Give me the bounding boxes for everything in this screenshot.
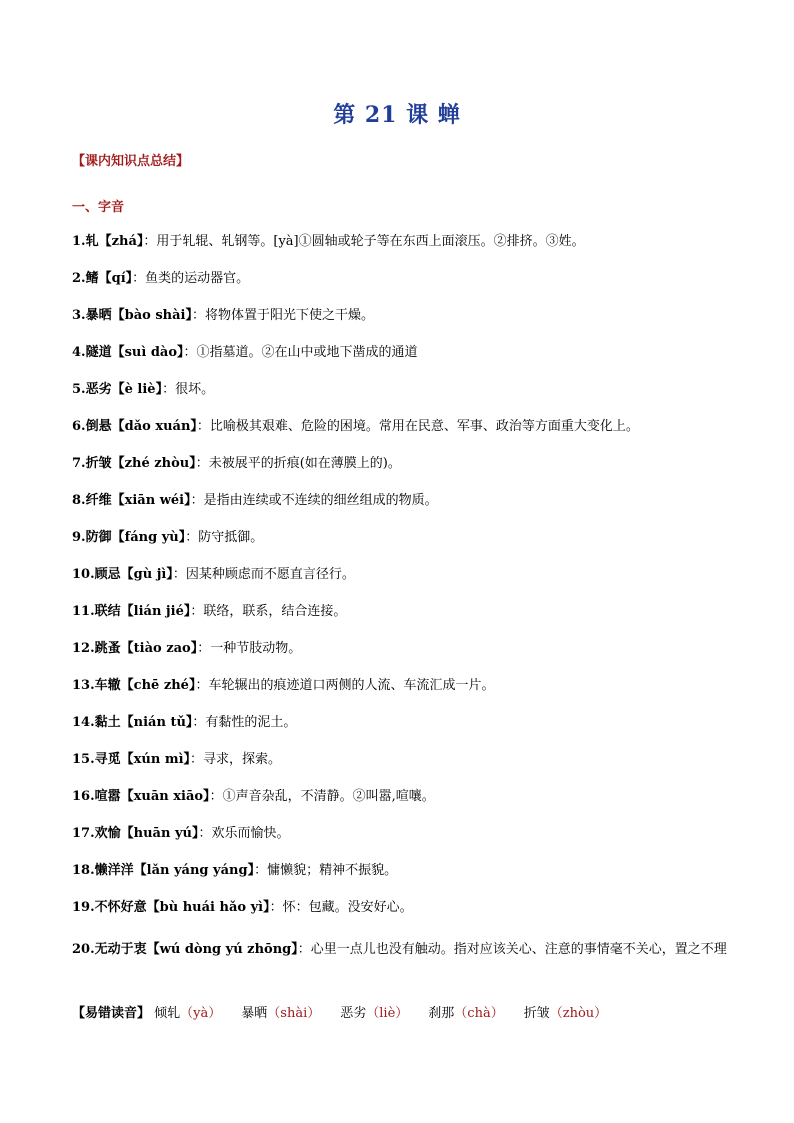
entry-definition: ：一种节肢动物。 bbox=[197, 641, 302, 656]
bracket-open: 【 bbox=[98, 271, 112, 286]
entry-number: 11. bbox=[72, 604, 95, 619]
entry-item bbox=[72, 640, 732, 658]
entry-definition: ：心里一点儿也没有触动。指对应该关心、注意的事情毫不关心，置之不理 bbox=[297, 942, 727, 957]
entry-item bbox=[72, 344, 732, 362]
section-header: 【课内知识点总结】 bbox=[72, 154, 190, 169]
bracket-open: 【 bbox=[120, 641, 134, 656]
bracket-open: 【 bbox=[120, 567, 134, 582]
bracket-open: 【 bbox=[111, 530, 125, 545]
entry-definition: ：因某种顾虑而不愿直言径行。 bbox=[172, 567, 355, 582]
entry-definition: ：鱼类的运动器官。 bbox=[132, 271, 250, 286]
entry-number: 1. bbox=[72, 234, 86, 249]
easy-error-item bbox=[524, 1006, 607, 1021]
entry-number: 13. bbox=[72, 678, 95, 693]
bracket-close: 】 bbox=[191, 826, 199, 841]
entry-item bbox=[72, 492, 732, 510]
bracket-close: 】 bbox=[183, 604, 191, 619]
entry-number: 15. bbox=[72, 752, 95, 767]
bracket-close: 】 bbox=[125, 271, 133, 286]
entry-pinyin: dǎo xuán bbox=[124, 419, 191, 434]
bracket-close: 】 bbox=[178, 530, 186, 545]
entry-item bbox=[72, 307, 732, 325]
bracket-open: 【 bbox=[98, 234, 112, 249]
entry-number: 2. bbox=[72, 271, 86, 286]
entry-item bbox=[72, 233, 732, 251]
bracket-close: 】 bbox=[247, 863, 255, 878]
bracket-open: 【 bbox=[120, 826, 134, 841]
easy-errors-line bbox=[72, 1002, 627, 1021]
bracket-open: 【 bbox=[120, 789, 134, 804]
easy-error-item bbox=[241, 1006, 320, 1021]
entry-definition: ：将物体置于阳光下使之干燥。 bbox=[191, 308, 374, 323]
entry-word: 无动于衷 bbox=[94, 942, 147, 957]
entry-item bbox=[72, 825, 732, 843]
easy-error-pinyin: （chà） bbox=[454, 1006, 504, 1021]
entry-number: 10. bbox=[72, 567, 95, 582]
entry-word: 轧 bbox=[85, 234, 99, 249]
entry-pinyin: nián tǔ bbox=[133, 715, 186, 730]
bracket-close: 】 bbox=[185, 308, 192, 323]
easy-error-word: 恶劣 bbox=[340, 1006, 367, 1021]
bracket-close: 】 bbox=[136, 234, 144, 249]
entry-item bbox=[72, 862, 732, 880]
entry-number: 16. bbox=[72, 789, 95, 804]
entry-pinyin: lǎn yáng yáng bbox=[146, 863, 248, 878]
entry-word: 防御 bbox=[85, 530, 112, 545]
entry-number: 19. bbox=[72, 900, 95, 915]
entry-pinyin: zhé zhòu bbox=[124, 456, 190, 471]
entry-number: 8. bbox=[72, 493, 86, 508]
bracket-open: 【 bbox=[111, 345, 125, 360]
bracket-close: 】 bbox=[291, 942, 298, 957]
easy-error-item bbox=[428, 1006, 503, 1021]
entry-definition: ：未被展平的折痕(如在薄膜上的)。 bbox=[195, 456, 401, 471]
bracket-close: 】 bbox=[263, 900, 270, 915]
entry-pinyin: chē zhé bbox=[133, 678, 189, 693]
entry-number: 7. bbox=[72, 456, 86, 471]
entry-item bbox=[72, 566, 732, 584]
entry-definition: ：怀：包藏。没安好心。 bbox=[269, 900, 413, 915]
bracket-close: 】 bbox=[190, 641, 198, 656]
entry-definition: ：慵懒貌；精神不振貌。 bbox=[254, 863, 398, 878]
entry-number: 9. bbox=[72, 530, 86, 545]
entry-pinyin: è liè bbox=[124, 382, 156, 397]
easy-error-item bbox=[340, 1006, 408, 1021]
bracket-close: 】 bbox=[185, 715, 193, 730]
entry-item bbox=[72, 899, 732, 917]
entry-word: 联结 bbox=[94, 604, 121, 619]
entry-word: 寻觅 bbox=[94, 752, 121, 767]
entry-pinyin: wú dòng yú zhōng bbox=[159, 942, 292, 957]
entry-number: 5. bbox=[72, 382, 86, 397]
bracket-open: 【 bbox=[146, 942, 160, 957]
bracket-close: 】 bbox=[190, 419, 197, 434]
entry-number: 6. bbox=[72, 419, 86, 434]
entry-pinyin: xuān xiāo bbox=[133, 789, 204, 804]
bracket-close: 】 bbox=[184, 493, 191, 508]
bracket-open: 【 bbox=[111, 382, 125, 397]
bracket-close: 】 bbox=[188, 678, 196, 693]
bracket-open: 【 bbox=[111, 456, 125, 471]
entry-item bbox=[72, 418, 732, 436]
bracket-open: 【 bbox=[146, 900, 160, 915]
bracket-close: 】 bbox=[203, 789, 210, 804]
bracket-open: 【 bbox=[111, 419, 125, 434]
entry-word: 鳍 bbox=[85, 271, 99, 286]
entry-definition: ：车轮辗出的痕迹道口两侧的人流、车流汇成一片。 bbox=[195, 678, 495, 693]
bracket-close: 】 bbox=[183, 752, 191, 767]
easy-error-pinyin: （yà） bbox=[180, 1006, 222, 1021]
entry-word: 车辙 bbox=[94, 678, 121, 693]
entry-item bbox=[72, 751, 732, 769]
entry-definition: ：欢乐而愉快。 bbox=[198, 826, 290, 841]
entry-definition: ：有黏性的泥土。 bbox=[192, 715, 297, 730]
bracket-close: 】 bbox=[166, 567, 173, 582]
easy-error-item bbox=[154, 1006, 221, 1021]
bracket-close: 】 bbox=[189, 456, 196, 471]
entry-pinyin: lián jié bbox=[133, 604, 184, 619]
entry-pinyin: suì dào bbox=[124, 345, 178, 360]
entry-word: 折皱 bbox=[85, 456, 112, 471]
bracket-open: 【 bbox=[133, 863, 147, 878]
entry-word: 隧道 bbox=[85, 345, 112, 360]
entry-definition: ：①声音杂乱，不清静。②叫嚣,喧嚷。 bbox=[209, 789, 435, 804]
entry-item bbox=[72, 381, 732, 399]
easy-error-word: 倾轧 bbox=[154, 1006, 181, 1021]
entry-number: 12. bbox=[72, 641, 95, 656]
easy-errors-label: 【易错读音】 bbox=[72, 1006, 151, 1021]
entry-pinyin: fáng yù bbox=[124, 530, 179, 545]
entry-pinyin: xún mì bbox=[133, 752, 184, 767]
entry-pinyin: bào shài bbox=[124, 308, 186, 323]
entry-pinyin: gù jì bbox=[133, 567, 167, 582]
entry-word: 顾忌 bbox=[94, 567, 121, 582]
entry-pinyin: tiào zao bbox=[133, 641, 191, 656]
entry-item bbox=[72, 603, 732, 621]
entry-definition: ：①指墓道。②在山中或地下凿成的通道 bbox=[183, 345, 418, 360]
entry-definition: ：比喻极其艰难、危险的困境。常用在民意、军事、政治等方面重大变化上。 bbox=[196, 419, 639, 434]
entry-pinyin: bù huái hǎo yì bbox=[159, 900, 264, 915]
entry-word: 倒悬 bbox=[85, 419, 112, 434]
bracket-close: 】 bbox=[155, 382, 163, 397]
entry-word: 暴晒 bbox=[85, 308, 112, 323]
bracket-open: 【 bbox=[120, 604, 134, 619]
entry-definition: ：防守抵御。 bbox=[185, 530, 264, 545]
bracket-open: 【 bbox=[120, 715, 134, 730]
entry-word: 恶劣 bbox=[85, 382, 112, 397]
bracket-close: 】 bbox=[177, 345, 184, 360]
entry-definition: ：很坏。 bbox=[162, 382, 215, 397]
entry-number: 4. bbox=[72, 345, 86, 360]
entry-number: 3. bbox=[72, 308, 86, 323]
bracket-open: 【 bbox=[120, 752, 134, 767]
entry-definition: ：寻求，探索。 bbox=[190, 752, 282, 767]
entry-definition: ：用于轧辊、轧钢等。[yà]①圆轴或轮子等在东西上面滚压。②排挤。③姓。 bbox=[143, 234, 585, 249]
entry-item bbox=[72, 677, 732, 695]
entry-word: 欢愉 bbox=[94, 826, 121, 841]
entry-word: 纤维 bbox=[85, 493, 112, 508]
entry-pinyin: zhá bbox=[111, 234, 137, 249]
entry-number: 20. bbox=[72, 942, 95, 957]
entry-definition: ：是指由连续或不连续的细丝组成的物质。 bbox=[190, 493, 438, 508]
entry-number: 17. bbox=[72, 826, 95, 841]
easy-error-pinyin: （liè） bbox=[366, 1006, 409, 1021]
entry-word: 不怀好意 bbox=[94, 900, 147, 915]
entry-item bbox=[72, 529, 732, 547]
easy-error-pinyin: （shài） bbox=[267, 1006, 321, 1021]
entry-number: 18. bbox=[72, 863, 95, 878]
entry-word: 黏土 bbox=[94, 715, 121, 730]
subsection-heading: 一、字音 bbox=[72, 200, 125, 215]
easy-error-word: 刹那 bbox=[428, 1006, 455, 1021]
entry-pinyin: xiān wéi bbox=[124, 493, 185, 508]
entry-item bbox=[72, 714, 732, 732]
bracket-open: 【 bbox=[120, 678, 134, 693]
easy-error-pinyin: （zhòu） bbox=[549, 1006, 608, 1021]
page-title: 第 21 课 蝉 bbox=[333, 102, 461, 128]
entry-definition: ：联络，联系，结合连接。 bbox=[190, 604, 347, 619]
entry-item bbox=[72, 934, 732, 966]
bracket-open: 【 bbox=[111, 308, 125, 323]
bracket-open: 【 bbox=[111, 493, 125, 508]
entry-pinyin: qí bbox=[111, 271, 126, 286]
entry-pinyin: huān yú bbox=[133, 826, 192, 841]
entry-item bbox=[72, 270, 732, 288]
entry-word: 跳蚤 bbox=[94, 641, 121, 656]
easy-error-word: 暴晒 bbox=[241, 1006, 268, 1021]
easy-error-word: 折皱 bbox=[523, 1006, 550, 1021]
entry-word: 喧嚣 bbox=[94, 789, 121, 804]
entry-item bbox=[72, 455, 732, 473]
entry-item bbox=[72, 788, 732, 806]
entry-number: 14. bbox=[72, 715, 95, 730]
entry-word: 懒洋洋 bbox=[94, 863, 134, 878]
